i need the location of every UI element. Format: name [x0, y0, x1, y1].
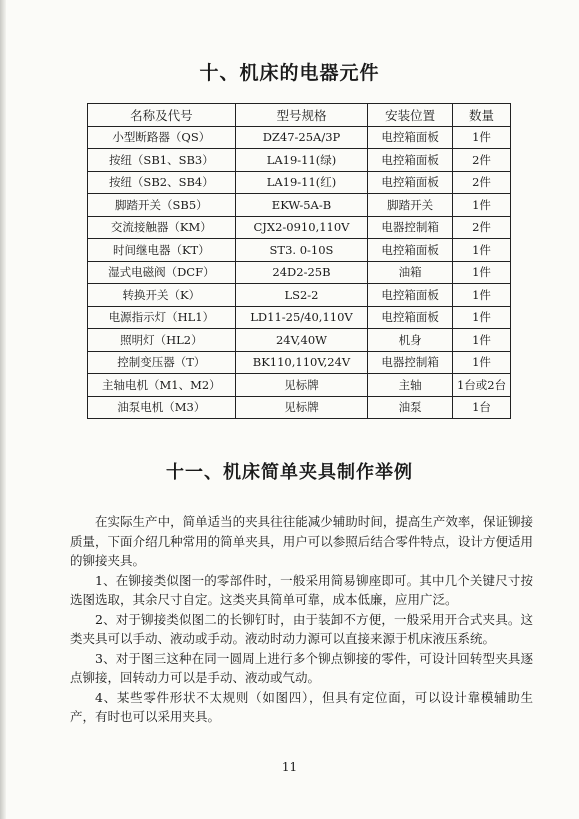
cell-install-location: 电控箱面板 [368, 306, 453, 329]
cell-model-spec: LA19-11(红) [235, 171, 368, 194]
cell-install-location: 电控箱面板 [368, 284, 453, 307]
cell-quantity: 2件 [453, 149, 511, 172]
header-model-spec: 型号规格 [235, 104, 368, 127]
cell-install-location: 电控箱面板 [368, 171, 453, 194]
header-install-location: 安装位置 [368, 104, 453, 127]
cell-model-spec: BK110,110V,24V [235, 351, 368, 374]
paragraph-item-1: 1、在铆接类似图一的零部件时，一般采用简易铆座即可。其中几个关键尺寸按选图选取，其余尺寸自定。这类夹具简单可靠，成本低廉，应用广泛。 [70, 572, 533, 607]
cell-quantity: 2件 [453, 216, 511, 239]
cell-model-spec: LS2-2 [235, 284, 368, 307]
cell-quantity: 1件 [453, 239, 511, 262]
cell-model-spec: 24D2-25B [235, 261, 368, 284]
cell-model-spec: 见标牌 [235, 396, 368, 419]
cell-quantity: 1台 [453, 396, 511, 419]
cell-quantity: 1件 [453, 284, 511, 307]
paragraph-item-4: 4、某些零件形状不太规则（如图四），但具有定位面，可以设计靠模辅助生产，有时也可以采用夹具。 [70, 689, 533, 724]
header-name-code: 名称及代号 [88, 104, 236, 127]
paragraph-item-2: 2、对于铆接类似图二的长铆钉时，由于装卸不方便，一般采用开合式夹具。这类夹具可以手动、液动或手动。液动时动力源可以直接来源于机床液压系统。 [70, 611, 533, 646]
cell-install-location: 机身 [368, 329, 453, 352]
cell-install-location: 电控箱面板 [368, 126, 453, 149]
cell-model-spec: ST3. 0-10S [235, 239, 368, 262]
section-10-title: 十、机床的电器元件 [199, 62, 380, 84]
section-11-title: 十一、机床简单夹具制作举例 [166, 462, 413, 483]
cell-name-code: 主轴电机（M1、M2） [88, 374, 236, 397]
cell-name-code: 转换开关（K） [88, 284, 236, 307]
cell-quantity: 1台或2台 [453, 374, 511, 397]
cell-quantity: 1件 [453, 351, 511, 374]
table-row [88, 351, 511, 374]
cell-name-code: 湿式电磁阀（DCF） [88, 261, 236, 284]
cell-quantity: 1件 [453, 261, 511, 284]
cell-install-location: 电器控制箱 [368, 351, 453, 374]
cell-quantity: 2件 [453, 171, 511, 194]
cell-install-location: 油泵 [368, 396, 453, 419]
cell-quantity: 1件 [453, 329, 511, 352]
cell-model-spec: LD11-25/40,110V [235, 306, 368, 329]
cell-model-spec: 见标牌 [235, 374, 368, 397]
table-row [88, 374, 511, 397]
header-quantity: 数量 [453, 104, 511, 127]
cell-model-spec: EKW-5A-B [235, 194, 368, 217]
cell-install-location: 油箱 [368, 261, 453, 284]
cell-quantity: 1件 [453, 126, 511, 149]
cell-name-code: 油泵电机（M3） [88, 396, 236, 419]
table-row [88, 149, 511, 172]
cell-quantity: 1件 [453, 194, 511, 217]
table-row [88, 261, 511, 284]
page-edge-shadow [0, 0, 6, 819]
cell-install-location: 主轴 [368, 374, 453, 397]
table-row [88, 171, 511, 194]
table-row [88, 216, 511, 239]
cell-name-code: 按纽（SB1、SB3） [88, 149, 236, 172]
cell-install-location: 电器控制箱 [368, 216, 453, 239]
table-row [88, 194, 511, 217]
page-number: 11 [281, 760, 298, 774]
cell-name-code: 照明灯（HL2） [88, 329, 236, 352]
section-11-body [70, 512, 533, 727]
cell-name-code: 时间继电器（KT） [88, 239, 236, 262]
cell-model-spec: 24V,40W [235, 329, 368, 352]
table-row [88, 396, 511, 419]
table-row [88, 306, 511, 329]
paragraph-intro: 在实际生产中，简单适当的夹具往往能减少辅助时间，提高生产效率，保证铆接质量，下面介绍几种常用的简单夹具，用户可以参照后结合零件特点，设计方便适用的铆接夹具。 [70, 514, 533, 568]
cell-model-spec: DZ47-25A/3P [235, 126, 368, 149]
cell-name-code: 控制变压器（T） [88, 351, 236, 374]
cell-install-location: 电控箱面板 [368, 149, 453, 172]
table-row [88, 126, 511, 149]
cell-name-code: 按纽（SB2、SB4） [88, 171, 236, 194]
cell-name-code: 电源指示灯（HL1） [88, 306, 236, 329]
cell-install-location: 电控箱面板 [368, 239, 453, 262]
paragraph-item-3: 3、对于图三这种在同一圆周上进行多个铆点铆接的零件，可设计回转型夹具逐点铆接，回转动力可以是手动、液动或气动。 [70, 650, 533, 685]
cell-install-location: 脚踏开关 [368, 194, 453, 217]
table-row [88, 329, 511, 352]
table-header-row [88, 104, 511, 127]
table-row [88, 239, 511, 262]
cell-name-code: 交流接触器（KM） [88, 216, 236, 239]
cell-name-code: 小型断路器（QS） [88, 126, 236, 149]
cell-quantity: 1件 [453, 306, 511, 329]
cell-model-spec: LA19-11(绿) [235, 149, 368, 172]
cell-name-code: 脚踏开关（SB5） [88, 194, 236, 217]
table-row [88, 284, 511, 307]
cell-model-spec: CJX2-0910,110V [235, 216, 368, 239]
electrical-components-table [87, 103, 511, 419]
